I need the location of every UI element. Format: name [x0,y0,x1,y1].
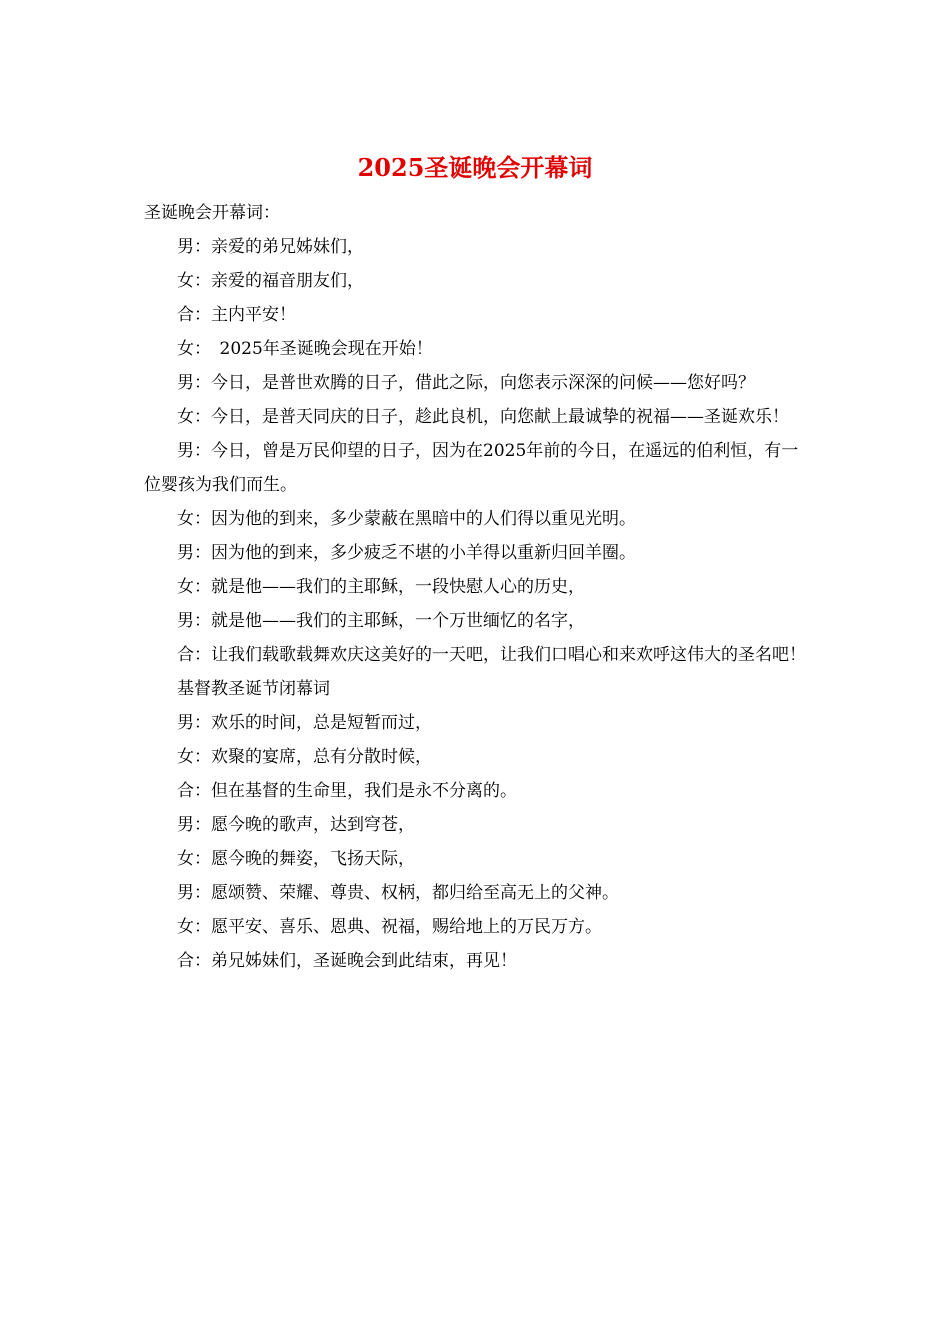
paragraph: 女：今日，是普天同庆的日子，趁此良机，向您献上最诚挚的祝福——圣诞欢乐！ [177,407,789,427]
paragraph: 男：愿颂赞、荣耀、尊贵、权柄，都归给至高无上的父神。 [177,883,619,903]
section-heading: 基督教圣诞节闭幕词 [177,679,330,699]
paragraph: 合：主内平安！ [177,305,296,325]
paragraph: 女：因为他的到来，多少蒙蔽在黑暗中的人们得以重见光明。 [177,509,636,529]
document-title: 2025圣诞晚会开幕词 [357,153,593,182]
paragraph: 合：让我们载歌载舞欢庆这美好的一天吧，让我们口唱心和来欢呼这伟大的圣名吧！ [177,645,806,665]
paragraph: 男：亲爱的弟兄姊妹们， [177,237,364,257]
paragraph: 女：就是他——我们的主耶稣，一段快慰人心的历史， [177,577,585,597]
paragraph: 女：愿今晚的舞姿，飞扬天际， [177,849,415,869]
paragraph: 合：弟兄姊妹们，圣诞晚会到此结束，再见！ [177,951,517,971]
paragraph: 男：今日，是普世欢腾的日子，借此之际，向您表示深深的问候——您好吗？ [177,373,755,393]
paragraph: 女：亲爱的福音朋友们， [177,271,364,291]
paragraph: 男：欢乐的时间，总是短暂而过， [177,713,432,733]
paragraph: 男：就是他——我们的主耶稣，一个万世缅忆的名字， [177,611,585,631]
paragraph: 女：欢聚的宴席，总有分散时候， [177,747,432,767]
paragraph: 男：今日，曾是万民仰望的日子，因为在2025年前的今日，在遥远的伯利恒，有一位婴孩为我们而生。 [144,441,799,495]
paragraph: 圣诞晚会开幕词： [144,203,280,223]
paragraph: 女：愿平安、喜乐、恩典、祝福，赐给地上的万民万方。 [177,917,602,937]
paragraph: 女： 2025年圣诞晚会现在开始！ [177,339,433,359]
document-body [144,196,808,978]
paragraph: 男：因为他的到来，多少疲乏不堪的小羊得以重新归回羊圈。 [177,543,636,563]
paragraph: 男：愿今晚的歌声，达到穹苍， [177,815,415,835]
paragraph: 合：但在基督的生命里，我们是永不分离的。 [177,781,517,801]
